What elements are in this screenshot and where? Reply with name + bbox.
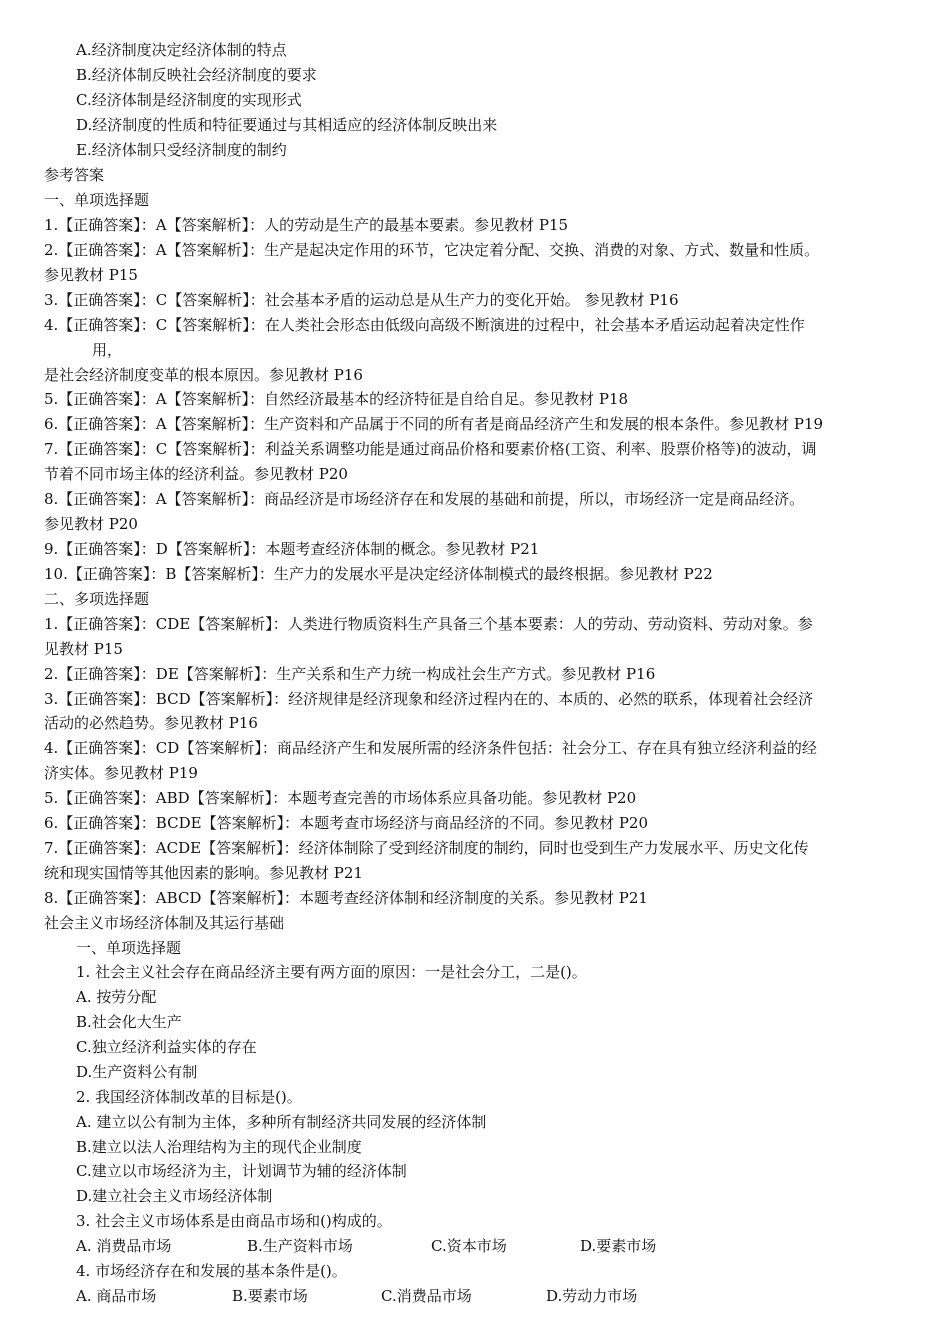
option-b: B.要素市场 [232, 1287, 308, 1305]
section-title: 二、多项选择题 [44, 590, 150, 608]
answer-line: 3.【正确答案】：C【答案解析】：社会基本矛盾的运动总是从生产力的变化开始。 参见教材 P16 [44, 291, 679, 309]
option-line: A. 按劳分配 [76, 988, 157, 1006]
answer-line: 4.【正确答案】：C【答案解析】：在人类社会形态由低级向高级不断演进的过程中，社会基本矛盾运动起着决定性作 [44, 316, 805, 334]
answer-line: 5.【正确答案】：ABD【答案解析】：本题考查完善的市场体系应具备功能。参见教材 P20 [44, 789, 637, 807]
option-line: D.建立社会主义市场经济体制 [76, 1187, 273, 1205]
question-stem: 4. 市场经济存在和发展的基本条件是()。 [76, 1262, 347, 1280]
option-line: D.生产资料公有制 [76, 1063, 198, 1081]
answer-line: 5.【正确答案】：A【答案解析】：自然经济最基本的经济特征是自给自足。参见教材 P18 [44, 390, 629, 408]
option-c: C.资本市场 [431, 1237, 507, 1255]
answer-line: 2.【正确答案】：A【答案解析】：生产是起决定作用的环节，它决定着分配、交换、消费的对象、方式、数量和性质。 [44, 241, 820, 259]
option-line: D.经济制度的性质和特征要通过与其相适应的经济体制反映出来 [76, 116, 498, 134]
answer-line: 4.【正确答案】：CD【答案解析】：商品经济产生和发展所需的经济条件包括：社会分工、存在具有独立经济利益的经 [44, 739, 817, 757]
answer-line: 9.【正确答案】：D【答案解析】：本题考查经济体制的概念。参见教材 P21 [44, 540, 540, 558]
answer-line: 10.【正确答案】：B【答案解析】：生产力的发展水平是决定经济体制模式的最终根据。参见教材 P22 [44, 565, 713, 583]
option-d: D.要素市场 [580, 1237, 657, 1255]
section-title: 一、单项选择题 [44, 191, 150, 209]
answer-line: 6.【正确答案】：BCDE【答案解析】：本题考查市场经济与商品经济的不同。参见教材 P20 [44, 814, 649, 832]
option-line: A. 建立以公有制为主体，多种所有制经济共同发展的经济体制 [76, 1113, 487, 1131]
answer-line: 是社会经济制度变革的根本原因。参见教材 P16 [44, 366, 363, 384]
option-line: C.建立以市场经济为主，计划调节为辅的经济体制 [76, 1162, 407, 1180]
answers-title: 参考答案 [44, 166, 105, 184]
option-c: C.消费品市场 [381, 1287, 472, 1305]
option-line: A.经济制度决定经济体制的特点 [76, 41, 287, 59]
chapter-title: 社会主义市场经济体制及其运行基础 [44, 914, 285, 932]
question-stem: 3. 社会主义市场体系是由商品市场和()构成的。 [76, 1212, 392, 1230]
option-b: B.生产资料市场 [247, 1237, 353, 1255]
option-d: D.劳动力市场 [546, 1287, 638, 1305]
option-line: C.经济体制是经济制度的实现形式 [76, 91, 302, 109]
answer-line: 8.【正确答案】：ABCD【答案解析】：本题考查经济体制和经济制度的关系。参见教材 P21 [44, 889, 648, 907]
answer-line: 2.【正确答案】：DE【答案解析】：生产关系和生产力统一构成社会生产方式。参见教材 P16 [44, 665, 656, 683]
answer-line: 1.【正确答案】：A【答案解析】：人的劳动是生产的最基本要素。参见教材 P15 [44, 216, 569, 234]
answer-line: 统和现实国情等其他因素的影响。参见教材 P21 [44, 864, 363, 882]
option-a: A. 消费品市场 [76, 1237, 172, 1255]
question-stem: 2. 我国经济体制改革的目标是()。 [76, 1088, 302, 1106]
section-title: 一、单项选择题 [76, 939, 182, 957]
answer-line: 7.【正确答案】：C【答案解析】：利益关系调整功能是通过商品价格和要素价格(工资、利率、股票价格等)的波动，调 [44, 440, 817, 458]
option-line: B.经济体制反映社会经济制度的要求 [76, 66, 317, 84]
answer-line: 8.【正确答案】：A【答案解析】：商品经济是市场经济存在和发展的基础和前提，所以，市场经济一定是商品经济。 [44, 490, 805, 508]
option-line: B.社会化大生产 [76, 1013, 182, 1031]
answer-line: 1.【正确答案】：CDE【答案解析】：人类进行物质资料生产具备三个基本要素：人的劳动、劳动资料、劳动对象。参 [44, 615, 813, 633]
answer-line: 用， [92, 341, 123, 359]
question-stem: 1. 社会主义社会存在商品经济主要有两方面的原因：一是社会分工，二是()。 [76, 963, 587, 981]
answer-line: 节着不同市场主体的经济利益。参见教材 P20 [44, 465, 348, 483]
option-a: A. 商品市场 [76, 1287, 157, 1305]
answer-line: 参见教材 P15 [44, 266, 138, 284]
answer-line: 见教材 P15 [44, 640, 123, 658]
answer-line: 活动的必然趋势。参见教材 P16 [44, 714, 258, 732]
option-line: C.独立经济利益实体的存在 [76, 1038, 257, 1056]
option-line: B.建立以法人治理结构为主的现代企业制度 [76, 1138, 362, 1156]
answer-line: 6.【正确答案】：A【答案解析】：生产资料和产品属于不同的所有者是商品经济产生和发展的根本条件。参见教材 P19 [44, 415, 824, 433]
answer-line: 济实体。参见教材 P19 [44, 764, 198, 782]
answer-line: 3.【正确答案】：BCD【答案解析】：经济规律是经济现象和经济过程内在的、本质的、必然的联系，体现着社会经济 [44, 690, 814, 708]
answer-line: 7.【正确答案】：ACDE【答案解析】：经济体制除了受到经济制度的制约，同时也受到生产力发展水平、历史文化传 [44, 839, 809, 857]
option-line: E.经济体制只受经济制度的制约 [76, 141, 287, 159]
answer-line: 参见教材 P20 [44, 515, 138, 533]
